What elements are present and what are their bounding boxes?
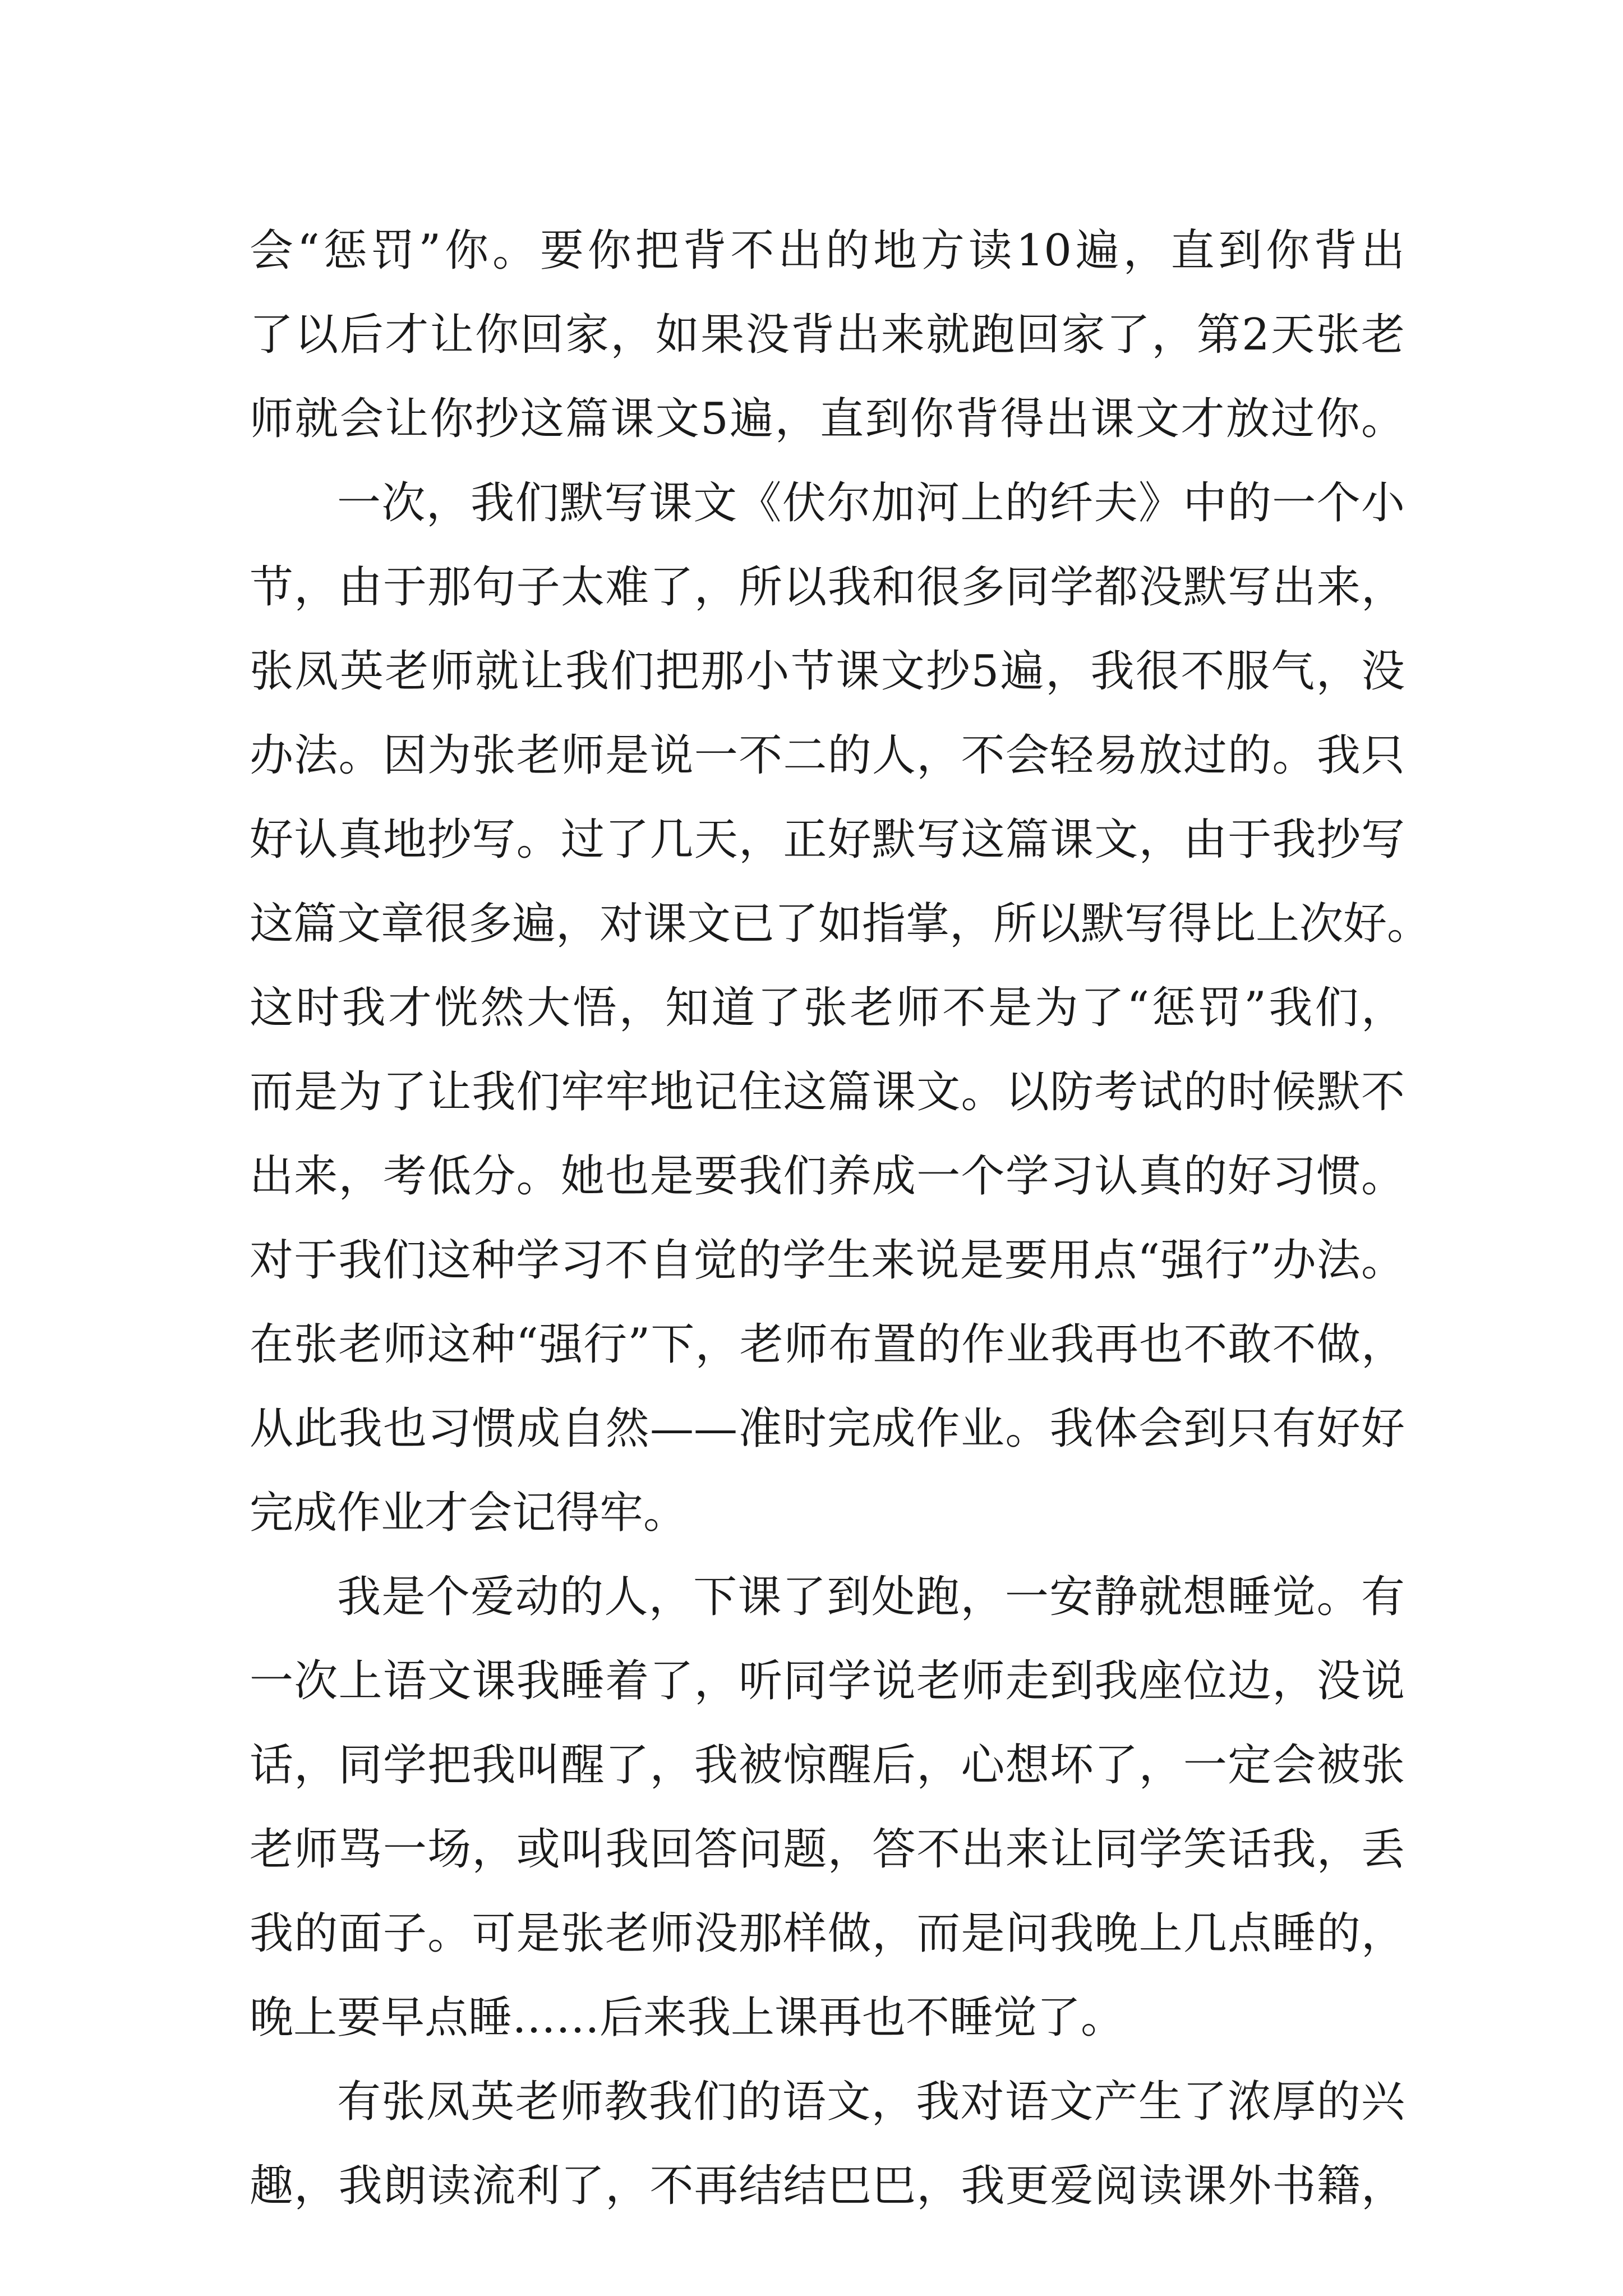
paragraph-last-line: 完成作业才会记得牢。: [250, 1488, 688, 1538]
text-line: 好认真地抄写。过了几天，正好默写这篇课文，由于我抄写: [250, 815, 1405, 865]
paragraph-first-line: 有张凤英老师教我们的语文，我对语文产生了浓厚的兴: [337, 2077, 1405, 2127]
paragraph-first-line: 我是个爱动的人，下课了到处跑，一安静就想睡觉。有: [337, 1572, 1405, 1622]
paragraph-last-line: 晚上要早点睡……后来我上课再也不睡觉了。: [250, 1993, 1125, 2043]
text-line: 趣，我朗读流利了，不再结结巴巴，我更爱阅读课外书籍，: [250, 2161, 1405, 2211]
essay-body: [250, 209, 1431, 2228]
text-line: 一次上语文课我睡着了，听同学说老师走到我座位边，没说: [250, 1656, 1405, 1706]
text-line: 节，由于那句子太难了，所以我和很多同学都没默写出来，: [250, 562, 1405, 613]
text-line: 这时我才恍然大悟，知道了张老师不是为了“惩罚”我们，: [250, 983, 1405, 1033]
text-line: 了以后才让你回家，如果没背出来就跑回家了，第2天张老: [250, 310, 1405, 360]
text-line: 我的面子。可是张老师没那样做，而是问我晚上几点睡的，: [250, 1908, 1405, 1959]
text-line: 办法。因为张老师是说一不二的人，不会轻易放过的。我只: [250, 730, 1405, 781]
paragraph-first-line: 一次，我们默写课文《伏尔加河上的纤夫》中的一个小: [337, 478, 1405, 528]
text-line: 话，同学把我叫醒了，我被惊醒后，心想坏了，一定会被张: [250, 1740, 1405, 1791]
text-line: 出来，考低分。她也是要我们养成一个学习认真的好习惯。: [250, 1151, 1405, 1202]
text-line: 在张老师这种“强行”下，老师布置的作业我再也不敢不做，: [250, 1319, 1405, 1370]
text-line: 会“惩罚”你。要你把背不出的地方读10遍，直到你背出: [250, 226, 1405, 276]
text-line: 张凤英老师就让我们把那小节课文抄5遍，我很不服气，没: [250, 646, 1405, 697]
text-line: 师就会让你抄这篇课文5遍，直到你背得出课文才放过你。: [250, 394, 1405, 444]
text-line: 这篇文章很多遍，对课文已了如指掌，所以默写得比上次好。: [250, 899, 1431, 949]
text-line: 老师骂一场，或叫我回答问题，答不出来让同学笑话我，丢: [250, 1824, 1405, 1875]
text-line: 对于我们这种学习不自觉的学生来说是要用点“强行”办法。: [250, 1235, 1405, 1286]
text-line: 从此我也习惯成自然——准时完成作业。我体会到只有好好: [250, 1404, 1405, 1454]
text-line: 而是为了让我们牢牢地记住这篇课文。以防考试的时候默不: [250, 1067, 1405, 1117]
